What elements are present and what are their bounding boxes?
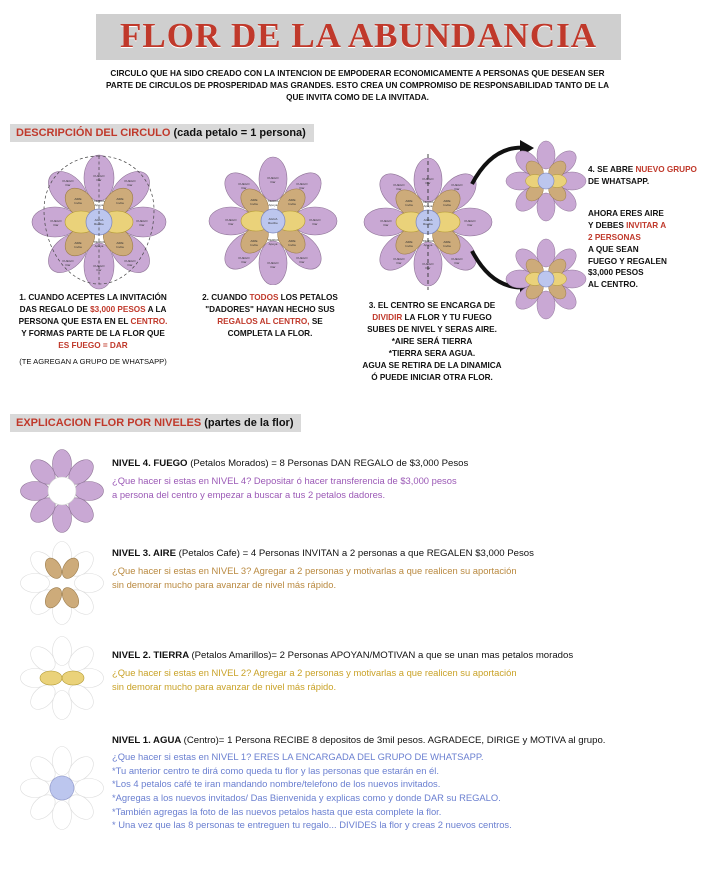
- svg-text:TIERRA: TIERRA: [267, 199, 279, 203]
- step4-line2: DE WHATSAPP.: [588, 176, 650, 186]
- step1-line1: 1. CUANDO ACEPTES LA INVITACIÓN: [19, 293, 167, 302]
- svg-text:AIRE: AIRE: [116, 241, 124, 245]
- step2-todos: TODOS: [249, 293, 279, 302]
- svg-text:Dar: Dar: [396, 261, 402, 265]
- step1-line2b: A LA: [145, 304, 167, 314]
- svg-text:TIERRA: TIERRA: [93, 199, 105, 203]
- svg-text:Dar: Dar: [139, 223, 145, 227]
- step4-2personas: 2 PERSONAS: [588, 232, 641, 242]
- svg-text:AIRE: AIRE: [74, 197, 82, 201]
- section-header-descripcion-red: DESCRIPCIÓN DEL CIRCULO: [16, 127, 171, 139]
- flower-diagram-result-bottom: [505, 238, 587, 320]
- svg-text:Apoya: Apoya: [423, 204, 433, 208]
- svg-text:AGUA: AGUA: [94, 218, 104, 222]
- svg-text:FUEGO: FUEGO: [296, 182, 308, 186]
- svg-text:AIRE: AIRE: [116, 197, 124, 201]
- svg-text:Recibe: Recibe: [423, 222, 433, 226]
- step3-line1: 3. EL CENTRO SE ENCARGA DE: [368, 301, 496, 310]
- nivel1-text-block: [112, 735, 712, 832]
- svg-text:Invita: Invita: [74, 201, 82, 205]
- step3-note1: *AIRE SERÁ TIERRA: [391, 337, 473, 346]
- nivel2-title-rest: (Petalos Amarillos)= 2 Personas APOYAN/MOTIVAN a que se unan mas petalos morados: [191, 650, 574, 661]
- intro-paragraph: CIRCULO QUE HA SIDO CREADO CON LA INTENCION DE EMPODERAR ECONOMICAMENTE A PERSONAS QUE DESEAN SER PARTE DE CIRCULOS DE PROSPERIDAD MAS GRANDES. ESTO CREA UN COMPROMISO DE RESPONSABILIDAD TANTO DE LA QUE INVITA COMO DE LA INVITADA.: [105, 69, 610, 102]
- svg-text:Dar: Dar: [312, 222, 318, 226]
- step4-line7: FUEGO Y REGALEN: [588, 256, 667, 266]
- svg-text:FUEGO: FUEGO: [309, 218, 321, 222]
- svg-text:AIRE: AIRE: [405, 199, 413, 203]
- step4-line4a: Y DEBES: [588, 220, 627, 230]
- svg-text:FUEGO: FUEGO: [225, 218, 237, 222]
- svg-text:FUEGO: FUEGO: [50, 219, 62, 223]
- svg-text:Dar: Dar: [96, 268, 102, 272]
- svg-text:Invita: Invita: [405, 203, 413, 207]
- svg-text:Dar: Dar: [127, 263, 133, 267]
- step2-line3b: SE: [309, 316, 323, 326]
- svg-text:Invita: Invita: [288, 243, 296, 247]
- nivel3-title: [112, 548, 702, 559]
- svg-text:Invita: Invita: [116, 201, 124, 205]
- svg-text:TIERRA: TIERRA: [422, 239, 434, 243]
- nivel4-text-block: [112, 458, 697, 501]
- step1-line4: Y FORMAS PARTE DE LA FLOR QUE: [21, 328, 165, 338]
- step1-line5: ES FUEGO = DAR: [58, 340, 128, 350]
- nivel1-title: [112, 735, 712, 746]
- svg-text:Dar: Dar: [396, 187, 402, 191]
- nivel1-body: [112, 750, 712, 832]
- nivel2-line2: sin demorar mucho para avanzar de nivel más rápido.: [112, 680, 337, 692]
- step2-line1a: 2. CUANDO: [202, 293, 250, 302]
- step-2-caption: [190, 292, 350, 340]
- section-header-niveles: [10, 414, 301, 432]
- nivel3-line2: sin demorar mucho para avanzar de nivel más rápido.: [112, 578, 337, 590]
- svg-text:FUEGO: FUEGO: [393, 257, 405, 261]
- step4-line3: AHORA ERES AIRE: [588, 209, 664, 218]
- svg-text:AIRE: AIRE: [74, 241, 82, 245]
- svg-text:Dar: Dar: [127, 183, 133, 187]
- svg-text:Invita: Invita: [443, 244, 451, 248]
- step1-line3a: PERSONA QUE ESTA EN EL: [18, 316, 131, 326]
- step3-note4: Ó PUEDE INICIAR OTRA FLOR.: [371, 372, 493, 382]
- nivel4-title-rest: (Petalos Morados) = 8 Personas DAN REGALO de $3,000 Pesos: [190, 458, 469, 469]
- nivel3-title-strong: NIVEL 3. AIRE: [112, 548, 179, 559]
- svg-text:FUEGO: FUEGO: [136, 219, 148, 223]
- svg-text:FUEGO: FUEGO: [62, 179, 74, 183]
- svg-text:Invita: Invita: [74, 245, 82, 249]
- svg-text:Invita: Invita: [250, 202, 258, 206]
- svg-text:FUEGO: FUEGO: [464, 219, 476, 223]
- svg-text:Apoya: Apoya: [423, 243, 433, 247]
- svg-text:FUEGO: FUEGO: [267, 261, 279, 265]
- svg-text:FUEGO: FUEGO: [238, 256, 250, 260]
- svg-text:Dar: Dar: [425, 266, 431, 270]
- step-1-note: (TE AGREGAN A GRUPO DE WHATSAPP): [19, 357, 167, 366]
- svg-text:FUEGO: FUEGO: [393, 183, 405, 187]
- step4-line6: A QUE SEAN: [588, 244, 639, 254]
- svg-text:Invita: Invita: [116, 245, 124, 249]
- flower-diagram-step1: [14, 150, 184, 290]
- nivel4-body: [112, 474, 697, 501]
- svg-text:TIERRA: TIERRA: [422, 200, 434, 204]
- svg-text:FUEGO: FUEGO: [451, 257, 463, 261]
- step-3-notes: [352, 336, 512, 384]
- nivel4-flower-icon: [16, 448, 108, 534]
- nivel1-flower-icon: [16, 745, 108, 831]
- nivel3-flower-icon: [16, 540, 108, 626]
- nivel1-line2: *Tu anterior centro te dirá como queda tu flor y las personas que estarán en él.: [112, 764, 439, 776]
- nivel2-text-block: [112, 650, 707, 693]
- section-header-descripcion: [10, 124, 314, 142]
- step-1-caption: [8, 292, 178, 351]
- step3-line3: SUBES DE NIVEL Y SERAS AIRE.: [367, 324, 497, 334]
- svg-text:AGUA: AGUA: [268, 217, 278, 221]
- svg-text:AIRE: AIRE: [405, 240, 413, 244]
- step3-line2b: LA FLOR Y TU FUEGO: [402, 312, 492, 322]
- step1-line2a: DAS REGALO DE: [19, 304, 91, 314]
- svg-text:FUEGO: FUEGO: [422, 177, 434, 181]
- step4-line8: $3,000 PESOS: [588, 268, 644, 278]
- svg-text:FUEGO: FUEGO: [422, 262, 434, 266]
- step4-nuevo-grupo: NUEVO GRUPO: [635, 165, 697, 174]
- svg-text:Dar: Dar: [53, 223, 59, 227]
- svg-text:Invita: Invita: [405, 244, 413, 248]
- step2-regalos: REGALOS AL CENTRO,: [217, 316, 310, 326]
- nivel2-body: [112, 666, 707, 693]
- svg-text:Dar: Dar: [454, 261, 460, 265]
- nivel1-line3: *Los 4 petalos café te iran mandando nombre/telefono de los nuevos invitados.: [112, 778, 441, 790]
- nivel2-line1: ¿Que hacer si estas en NIVEL 2? Agregar a 2 personas y motivarlas a que realicen su aportación: [112, 667, 517, 678]
- svg-text:Dar: Dar: [270, 265, 276, 269]
- nivel1-line6: * Una vez que las 8 personas te entreguen tu regalo... DIVIDES la flor y creas 2 nuevos centros.: [112, 819, 512, 831]
- svg-text:Dar: Dar: [65, 183, 71, 187]
- svg-text:AIRE: AIRE: [288, 198, 296, 202]
- svg-text:Invita: Invita: [288, 202, 296, 206]
- svg-text:Invita: Invita: [443, 203, 451, 207]
- step3-note2: *TIERRA SERA AGUA.: [388, 348, 476, 358]
- svg-text:Dar: Dar: [96, 178, 102, 182]
- svg-text:FUEGO: FUEGO: [124, 259, 136, 263]
- svg-text:Dar: Dar: [228, 222, 234, 226]
- nivel3-line1: ¿Que hacer si estas en NIVEL 3? Agregar a 2 personas y motivarlas a que realicen su aportación: [112, 565, 517, 576]
- step3-dividir: DIVIDIR: [372, 312, 403, 322]
- svg-text:Recibe: Recibe: [268, 221, 278, 225]
- svg-text:Dar: Dar: [299, 260, 305, 264]
- step-4-caption-b: [588, 208, 708, 291]
- section-header-niveles-red: EXPLICACION FLOR POR NIVELES: [16, 417, 202, 429]
- svg-text:Dar: Dar: [270, 180, 276, 184]
- section-header-niveles-rest: (partes de la flor): [201, 417, 294, 429]
- svg-text:AIRE: AIRE: [443, 199, 451, 203]
- svg-text:FUEGO: FUEGO: [296, 256, 308, 260]
- step1-amount: $3,000 PESOS: [90, 304, 146, 314]
- svg-text:Dar: Dar: [383, 223, 389, 227]
- svg-text:Dar: Dar: [65, 263, 71, 267]
- svg-text:FUEGO: FUEGO: [62, 259, 74, 263]
- step4-line9: AL CENTRO.: [588, 280, 638, 290]
- nivel4-line2: a persona del centro y empezar a buscar a tus 2 petalos dadores.: [112, 488, 386, 500]
- svg-text:Invita: Invita: [250, 243, 258, 247]
- nivel2-title: [112, 650, 707, 661]
- svg-text:Recibe: Recibe: [94, 222, 104, 226]
- svg-text:AIRE: AIRE: [250, 198, 258, 202]
- svg-text:Dar: Dar: [241, 260, 247, 264]
- flower-diagram-step2: [198, 155, 348, 285]
- svg-text:AIRE: AIRE: [288, 239, 296, 243]
- nivel2-title-strong: NIVEL 2. TIERRA: [112, 650, 192, 661]
- svg-text:FUEGO: FUEGO: [267, 176, 279, 180]
- svg-text:AGUA: AGUA: [423, 218, 433, 222]
- svg-text:Apoya: Apoya: [268, 203, 278, 207]
- svg-text:FUEGO: FUEGO: [380, 219, 392, 223]
- svg-text:FUEGO: FUEGO: [93, 264, 105, 268]
- nivel1-line1: ¿Que hacer si estas en NIVEL 1? ERES LA ENCARGADA DEL GRUPO DE WHATSAPP.: [112, 751, 484, 762]
- svg-text:Dar: Dar: [467, 223, 473, 227]
- flower-diagram-result-top: [505, 140, 587, 222]
- svg-text:TIERRA: TIERRA: [267, 238, 279, 242]
- step1-centro: CENTRO.: [130, 316, 168, 326]
- svg-text:FUEGO: FUEGO: [451, 183, 463, 187]
- svg-text:TIERRA: TIERRA: [93, 240, 105, 244]
- step2-line4: COMPLETA LA FLOR.: [227, 328, 313, 338]
- svg-text:Dar: Dar: [241, 186, 247, 190]
- svg-text:Dar: Dar: [454, 187, 460, 191]
- nivel1-line5: *También agregas la foto de las nuevos petalos hasta que esta complete la flor.: [112, 805, 442, 817]
- svg-text:FUEGO: FUEGO: [93, 174, 105, 178]
- svg-text:FUEGO: FUEGO: [238, 182, 250, 186]
- step2-line2: "DADORES" HAYAN HECHO SUS: [205, 304, 335, 314]
- nivel3-text-block: [112, 548, 702, 591]
- nivel3-body: [112, 564, 702, 591]
- nivel1-title-rest: (Centro)= 1 Persona RECIBE 8 depositos de 3mil pesos. AGRADECE, DIRIGE y MOTIVA al grupo.: [183, 735, 606, 746]
- svg-text:Apoya: Apoya: [268, 242, 278, 246]
- svg-text:AIRE: AIRE: [443, 240, 451, 244]
- svg-text:FUEGO: FUEGO: [124, 179, 136, 183]
- svg-text:AIRE: AIRE: [250, 239, 258, 243]
- svg-text:Apoya: Apoya: [94, 203, 104, 207]
- step4-line1a: 4. SE ABRE: [588, 165, 636, 174]
- section-header-descripcion-rest: (cada petalo = 1 persona): [170, 127, 306, 139]
- nivel4-title-strong: NIVEL 4. FUEGO: [112, 458, 191, 469]
- nivel4-line1: ¿Que hacer si estas en NIVEL 4? Depositar ó hacer transferencia de $3,000 pesos: [112, 475, 457, 486]
- svg-text:Apoya: Apoya: [94, 244, 104, 248]
- step2-line1b: LOS PETALOS: [278, 293, 338, 302]
- step3-note3: AGUA SE RETIRA DE LA DINAMICA: [362, 360, 502, 370]
- nivel2-flower-icon: [16, 635, 108, 721]
- nivel3-title-rest: (Petalos Cafe) = 4 Personas INVITAN a 2 personas a que REGALEN $3,000 Pesos: [178, 548, 534, 559]
- svg-text:Dar: Dar: [425, 181, 431, 185]
- step4-invitar: INVITAR A: [626, 220, 667, 230]
- nivel1-title-strong: NIVEL 1. AGUA: [112, 735, 184, 746]
- nivel1-line4: *Agregas a los nuevos invitados/ Das Bienvenida y explicas como y donde DAR su REGALO.: [112, 791, 501, 803]
- step-3-caption: [352, 300, 512, 336]
- step-4-caption: [588, 164, 708, 188]
- nivel4-title: [112, 458, 697, 469]
- svg-text:Dar: Dar: [299, 186, 305, 190]
- page-title: FLOR DE LA ABUNDANCIA: [119, 16, 598, 55]
